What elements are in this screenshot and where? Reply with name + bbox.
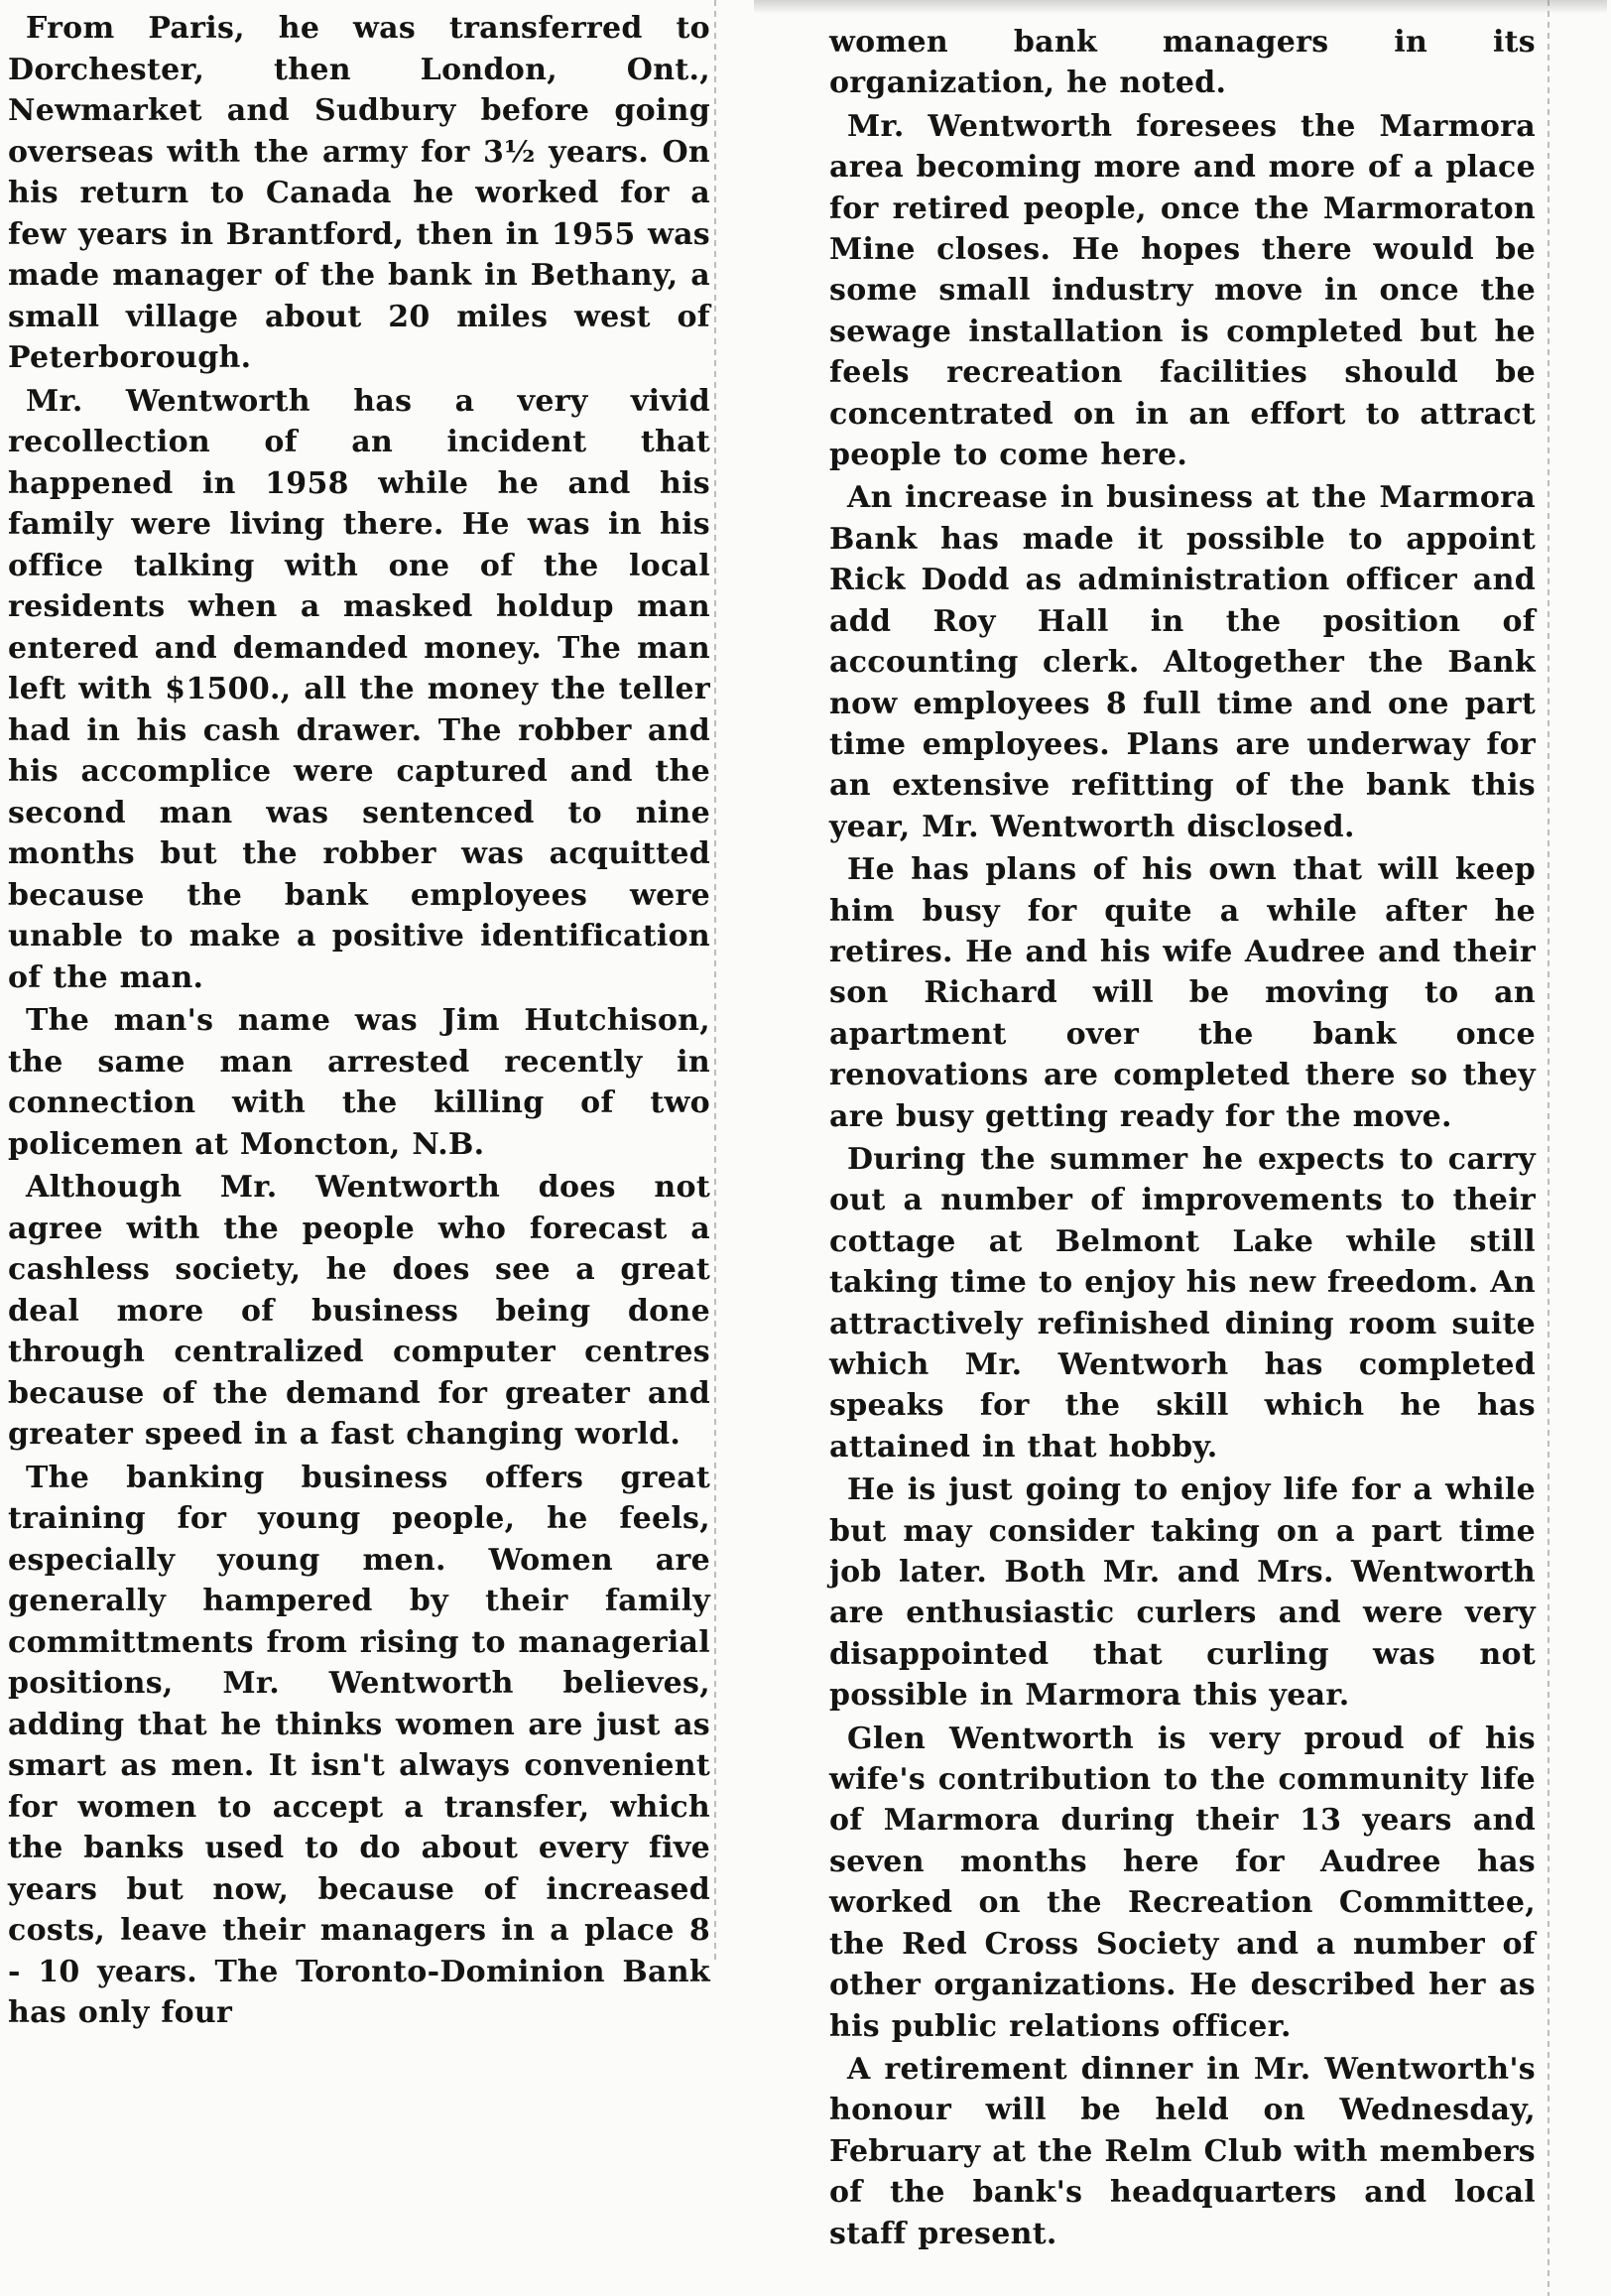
paragraph-cashless-society: Although Mr. Wentworth does not agree with the people who forecast a cashless society, he does see a great deal more of business being done through centralized computer centres because of the demand for greater and greater speed in a fast changing world. [8, 1170, 710, 1452]
column-divider-left [714, 0, 716, 1965]
paragraph-wife-contribution: Glen Wentworth is very proud of his wife's contribution to the community life of Marmora during their 13 years and seven months here for Audree has worked on the Recreation Committee, the Red Cross Society and a number of other organizations. He described her as his public relations officer. [829, 1721, 1536, 2044]
paragraph-retirement-plans: He has plans of his own that will keep him busy for quite a while after he retires. He and his wife Audree and their son Richard will be moving to an apartment over the bank once renovations are completed there so they are busy getting ready for the move. [829, 852, 1536, 1134]
top-edge-shadow [754, 0, 1607, 14]
paragraph-summer-plans: During the summer he expects to carry out a number of improvements to their cottage at Belmont Lake while still taking time to enjoy his new freedom. An attractively refinished dining room suite which Mr. Wentworh has completed speaks for the skill which he has attained in that hobby. [829, 1141, 1536, 1465]
paragraph-curling: He is just going to enjoy life for a while but may consider taking on a part time job later. Both Mr. and Mrs. Wentworth are enthusiastic curlers and were very disappointed that curling was not possible in Marmora this year. [829, 1472, 1536, 1714]
paragraph-transfers: From Paris, he was transferred to Dorchester, then London, Ont., Newmarket and Sudbury before going overseas with the army for 3½ years. On his return to Canada he worked for a few years in Brantford, then in 1955 was made manager of the bank in Bethany, a small village about 20 miles west of Peterborough. [8, 11, 710, 375]
article-right-column [829, 22, 1536, 2256]
paragraph-holdup-incident: Mr. Wentworth has a very vivid recollection of an incident that happened in 1958 while he and his family were living there. He was in his office talking with one of the local residents when a masked holdup man entered and demanded money. The man left with $1500., all the money the teller had in his cash drawer. The robber and his accomplice were captured and the second man was sentenced to nine months but the robber was acquitted because the bank employees were unable to make a positive identification of the man. [8, 383, 710, 995]
paragraph-robber-identity: The man's name was Jim Hutchison, the same man arrested recently in connection with the killing of two policemen at Moncton, N.B. [8, 1003, 710, 1162]
paragraph-banking-training: The banking business offers great training for young people, he feels, especially young men. Women are generally hampered by their family committments from rising to managerial positions, Mr. Wentworth believes, adding that he thinks women are just as smart as men. It isn't always convenient for women to accept a transfer, which the banks used to do about every five years but now, because of increased costs, leave their managers in a place 8 - 10 years. The Toronto-Dominion Bank has only four [8, 1460, 710, 2030]
article-left-column [8, 8, 710, 2036]
column-divider-right [1548, 0, 1549, 2296]
paragraph-retirement-dinner: A retirement dinner in Mr. Wentworth's honour will be held on Wednesday, February at the Relm Club with members of the bank's headquarters and local staff present. [829, 2051, 1536, 2251]
paragraph-bank-staff: An increase in business at the Marmora Bank has made it possible to appoint Rick Dodd as administration officer and add Roy Hall in the position of accounting clerk. Altogether the Bank now employees 8 full time and one part time employees. Plans are underway for an extensive refitting of the bank this year, Mr. Wentworth disclosed. [829, 480, 1536, 844]
paragraph-women-managers: women bank managers in its organization, he noted. [829, 25, 1536, 101]
paragraph-marmora-area: Mr. Wentworth foresees the Marmora area becoming more and more of a place for retired people, once the Marmoraton Mine closes. He hopes there would be some small industry move in once the sewage installation is completed but he feels recreation facilities should be concentrated on in an effort to attract people to come here. [829, 108, 1536, 473]
